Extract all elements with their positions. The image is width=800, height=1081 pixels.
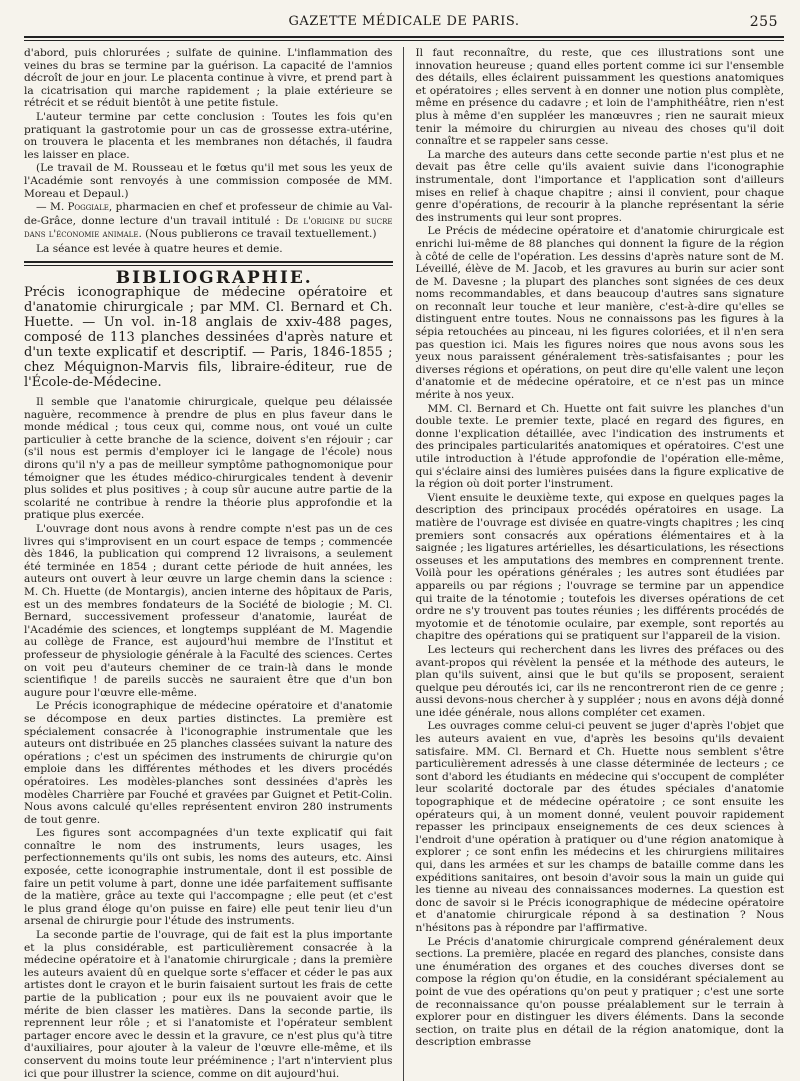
paragraph: MM. Cl. Bernard et Ch. Huette ont fait suivre les planches d'un double texte. Le premier texte, placé en regard des figures, en donne l'explication détaillée, avec l'indication des instruments et des principales particularités anatomiques et opératoires. C'est une utile introduction à l'étude approfondie de l'opération elle-même, qui s'éclaire ainsi des lumières puisées dans la figure explicative de la région où doit porter l'instrument.	[415, 402, 784, 491]
closing-line: La séance est levée à quatre heures et demie.	[36, 242, 283, 255]
paragraph: d'abord, puis chlorurées ; sulfate de quinine. L'inflammation des veines du bras se termine par la guérison. La capacité de l'amnios décroît de jour en jour. Le placenta continue à vivre, et prend part à la cicatrisation qui marche rapidement ; la plaie extérieure se rétrécit et se réduit bientôt à une petite fistule.	[24, 47, 393, 110]
text: , pharmacien en chef et professeur de chimie au Val-de-Grâce, donne lecture d'un travail intitulé :	[24, 201, 393, 227]
text: . (Nous publierons ce travail textuellement.)	[138, 228, 377, 241]
journal-title: GAZETTE MÉDICALE DE PARIS.	[288, 14, 520, 29]
paragraph: Les ouvrages comme celui-ci peuvent se juger d'après l'objet que les auteurs avaient en vue, d'après les besoins qu'ils devaient satisfaire. MM. Cl. Bernard et Ch. Huette nous semblent s'être particulièrement adressés à une classe déterminée de lecteurs ; ce sont d'abord les étudiants en médecine qui s'occupent de compléter leur scolarité doctorale par des études spéciales d'anatomie topographique et de médecine opératoire ; ce sont ensuite les opérateurs qui, à un moment donné, veulent pouvoir rapidement repasser les principaux enseignements de ces deux sciences à l'endroit d'une opération à pratiquer ou d'une région anatomique à explorer ; ce sont enfin les médecins et les chirurgiens militaires qui, dans les armées et sur les champs de bataille comme dans les expéditions sanitaires, ont besoin d'avoir sous la main un guide qui les tienne au niveau des connaissances modernes. La question est donc de savoir si le Précis iconographique de médecine opératoire et d'anatomie chirurgicale répond à sa destination ? Nous n'hésitons pas à répondre par l'affirmative.	[415, 720, 784, 934]
section-rule	[24, 261, 393, 266]
review-heading: Précis iconographique de médecine opératoire et d'anatomie chirurgicale ; par MM. Cl. Bernard et Ch. Huette. — Un vol. in-18 anglais de xxiv-488 pages, composé de 113 planches dessinées d'après nature et d'un texte explicatif et descriptif. — Paris, 1846-1855 ; chez Méquignon-Marvis fils, libraire-éditeur, rue de l'École-de-Médecine.	[24, 285, 393, 391]
paragraph: Les lecteurs qui recherchent dans les livres des préfaces ou des avant-propos qui révèlent la pensée et la méthode des auteurs, le plan qu'ils suivent, ainsi que le but qu'ils se proposent, seraient quelque peu déroutés ici, car ils ne rencontreront rien de ce genre ; aussi devons-nous chercher à y suppléer ; nous en avons déjà donné une idée générale, nous allons compléter cet examen.	[415, 643, 784, 719]
dash-prefix: — M.	[36, 201, 68, 214]
paragraph: La marche des auteurs dans cette seconde partie n'est plus et ne devait pas être celle qu'ils avaient suivie dans l'iconographie instrumentale, dont l'importance et l'application sont d'ailleurs mises en relief à chaque chapitre ; ainsi il convient, pour chaque genre d'opérations, de recourir à la planche représentant la série des instruments qui leur sont propres.	[415, 148, 784, 224]
paragraph: Le Précis de médecine opératoire et d'anatomie chirurgicale est enrichi lui-même de 88 planches qui donnent la figure de la région à côté de celle de l'opération. Les dessins d'après nature sont de M. Léveillé, élève de M. Jacob, et les gravures au burin sur acier sont de M. Davesne ; la plupart des planches sont signées de ces deux noms recommandables, et dans beaucoup d'autres sans signature on reconnaît leur touche et leur manière, c'est-à-dire qu'elles se distinguent entre toutes. Nous ne connaissons pas les figures à la sépia retouchées au pinceau, ni les figures coloriées, et il n'en sera pas question ici. Mais les figures noires que nous avons sous les yeux nous paraissent généralement très-satisfaisantes ; pour les diverses régions et opérations, on peut dire qu'elle valent une leçon d'anatomie et de médecine opératoire, et ce n'est pas un mince mérite à nos yeux.	[415, 225, 784, 402]
section-title: BIBLIOGRAPHIE.	[115, 267, 313, 288]
right-column	[416, 47, 785, 1081]
paragraph: Le Précis d'anatomie chirurgicale comprend généralement deux sections. La première, placée en regard des planches, consiste dans une énumération des organes et des couches diverses dont se compose la région qu'on étudie, en la considérant spécialement au point de vue des opérations qu'on peut y pratiquer ; c'est une sorte de reconnaissance qu'on pousse préalablement sur le terrain à explorer pour en distinguer les divers éléments. Dans la seconde section, on traite plus en détail de la région anatomique, dont la description embrasse	[415, 935, 784, 1049]
paragraph: (Le travail de M. Rousseau et le fœtus qu'il met sous les yeux de l'Académie sont renvoyés à une commission composée de MM. Moreau et Depaul.)	[24, 162, 393, 200]
left-column	[24, 47, 404, 1081]
work-title: De l'origine du sucre dans l'économie animale	[24, 215, 393, 241]
header-rule	[24, 36, 784, 41]
paragraph: Il faut reconnaître, du reste, que ces illustrations sont une innovation heureuse ; quand elles portent comme ici sur l'ensemble des détails, elles éclairent puissamment les questions anatomiques et opératoires ; elles servent à en donner une notion plus complète, même en présence du cadavre ; et loin de l'amphithéâtre, rien n'est plus à même d'en suppléer les manœuvres ; rien ne saurait mieux tenir la mémoire du chirurgien au niveau des choses qu'il doit connaître et se rappeler sans cesse.	[415, 47, 784, 148]
paragraph: Il semble que l'anatomie chirurgicale, quelque peu délaissée naguère, recommence à prendre de plus en plus faveur dans le monde médical ; tous ceux qui, comme nous, ont voué un culte particulier à cette branche de la science, doivent s'en réjouir ; car (s'il nous est permis d'employer ici le langage de l'école) nous dirons qu'il n'y a pas de meilleur symptôme pathognomonique pour témoigner que les études médico-chirurgicales tendent à devenir plus solides et plus positives ; à coup sûr aucune autre partie de la scolarité ne contribue à rendre la théorie plus approfondie et la pratique plus exercée.	[24, 396, 393, 522]
paragraph: L'auteur termine par cette conclusion : Toutes les fois qu'en pratiquant la gastrotomie pour un cas de grossesse extra-utérine, on trouvera le placenta et les membranes non détachés, il faudra les laisser en place.	[24, 110, 393, 161]
author-name: Poggiale	[67, 202, 109, 214]
running-head	[24, 14, 784, 34]
paragraph: La seconde partie de l'ouvrage, qui de fait est la plus importante et la plus considérable, est particulièrement consacrée à la médecine opératoire et à l'anatomie chirurgicale ; dans la première les auteurs avaient dû en quelque sorte s'effacer et céder le pas aux artistes dont le crayon et le burin faisaient surtout les frais de cette partie de la publication ; pour eux ils ne pouvaient avoir que le mérite de bien classer les matières. Dans la seconde partie, ils reprennent leur rôle ; et si l'anatomiste et l'opérateur semblent partager encore avec le dessin et la gravure, ce n'est plus qu'à titre d'auxiliaires, pour ajouter à la valeur de l'œuvre elle-même, et ils conservent du moins toute leur prééminence ; l'art n'intervient plus ici que pour illustrer la science, comme on dit aujourd'hui.	[24, 929, 393, 1080]
poggiale-paragraph	[24, 201, 393, 242]
paragraph: Les figures sont accompagnées d'un texte explicatif qui fait connaître le nom des instruments, leurs usages, les perfectionnements qu'ils ont subis, les noms des auteurs, etc. Ainsi exposée, cette iconographie instrumentale, dont il est possible de faire un petit volume à part, donne une idée parfaitement suffisante de la matière, grâce au texte qui l'accompagne ; elle peut (et c'est le plus grand éloge qu'on puisse en faire) elle peut tenir lieu d'un arsenal de chirurgie pour l'étude des instruments.	[24, 827, 393, 928]
page-number: 255	[749, 14, 778, 30]
paragraph: L'ouvrage dont nous avons à rendre compte n'est pas un de ces livres qui s'improvisent en un court espace de temps ; commencée dès 1846, la publication qui comprend 12 livraisons, a seulement été terminée en 1854 ; durant cette période de huit années, les auteurs ont ouvert à leur œuvre un large chemin dans la science : M. Ch. Huette (de Montargis), ancien interne des hôpitaux de Paris, est un des membres fondateurs de la Société de biologie ; M. Cl. Bernard, successivement professeur d'anatomie, lauréat de l'Académie des sciences, et longtemps suppléant de M. Magendie au collège de France, est aujourd'hui membre de l'Institut et professeur de physiologie générale à la Faculté des sciences. Certes on voit peu d'auteurs cheminer de ce train-là dans le monde scientifique ! de pareils succès ne sauraient être que d'un bon augure pour l'œuvre elle-même.	[24, 523, 393, 699]
paragraph: Le Précis iconographique de médecine opératoire et d'anatomie se décompose en deux parties distinctes. La première est spécialement consacrée à l'iconographie instrumentale que les auteurs ont distribuée en 25 planches classées suivant la nature des opérations ; c'est un spécimen des instruments de chirurgie qu'on emploie dans les différentes méthodes et les divers procédés opératoires. Les modèles-planches sont dessinées d'après les modèles Charrière par Fouché et gravées par Guignet et Petit-Colin. Nous avons calculé qu'elles représentent environ 280 instruments de tout genre.	[24, 700, 393, 826]
paragraph: Vient ensuite le deuxième texte, qui expose en quelques pages la description des principaux procédés opératoires en usage. La matière de l'ouvrage est divisée en quatre-vingts chapitres ; les cinq premiers sont consacrés aux opérations élémentaires et à la saignée ; les ligatures artérielles, les désarticulations, les résections osseuses et les amputations des membres en comprennent trente. Voilà pour les opérations générales ; les autres sont étudiées par appareils ou par régions ; l'ouvrage se termine par un appendice qui traite de la ténotomie ; toutefois les diverses opérations de cet ordre ne s'y trouvent pas toutes réunies ; les différents procédés de myotomie et de ténotomie oculaire, par exemple, sont reportés au chapitre des opérations qui se pratiquent sur l'appareil de la vision.	[415, 491, 784, 643]
text-columns	[24, 47, 784, 1081]
